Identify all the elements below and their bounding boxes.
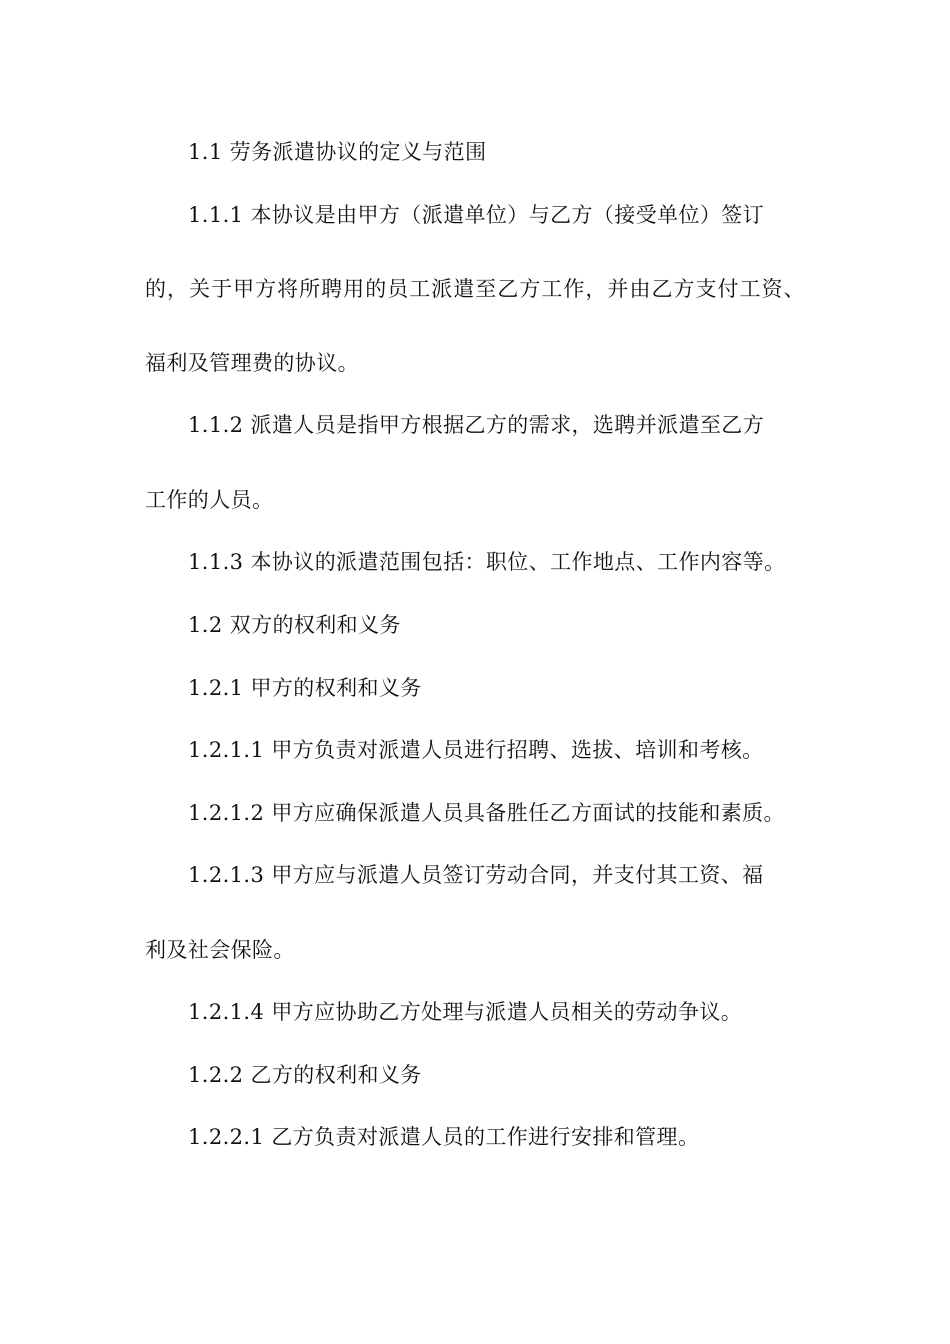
heading-1-1: 1.1 劳务派遣协议的定义与范围: [188, 140, 487, 164]
heading-1-2-2: 1.2.2 乙方的权利和义务: [188, 1063, 422, 1087]
paragraph-1-2-1-1: 1.2.1.1 甲方负责对派遣人员进行招聘、选拔、培训和考核。: [188, 738, 764, 762]
heading-1-2: 1.2 双方的权利和义务: [188, 613, 401, 637]
paragraph-1-1-3: 1.1.3 本协议的派遣范围包括：职位、工作地点、工作内容等。: [188, 550, 786, 574]
paragraph-1-1-1-line-3: 福利及管理费的协议。: [145, 351, 359, 375]
heading-1-2-1: 1.2.1 甲方的权利和义务: [188, 676, 422, 700]
paragraph-1-2-2-1: 1.2.2.1 乙方负责对派遣人员的工作进行安排和管理。: [188, 1125, 700, 1149]
paragraph-1-1-1-line-2: 的，关于甲方将所聘用的员工派遣至乙方工作，并由乙方支付工资、: [145, 277, 805, 301]
paragraph-1-2-1-2: 1.2.1.2 甲方应确保派遣人员具备胜任乙方面试的技能和素质。: [188, 801, 785, 825]
paragraph-1-2-1-3-line-1: 1.2.1.3 甲方应与派遣人员签订劳动合同，并支付其工资、福: [188, 863, 764, 887]
paragraph-1-2-1-3-line-2: 利及社会保险。: [145, 938, 295, 962]
paragraph-1-1-2-line-1: 1.1.2 派遣人员是指甲方根据乙方的需求，选聘并派遣至乙方: [188, 413, 765, 437]
paragraph-1-1-1-line-1: 1.1.1 本协议是由甲方（派遣单位）与乙方（接受单位）签订: [188, 203, 765, 227]
paragraph-1-2-1-4: 1.2.1.4 甲方应协助乙方处理与派遣人员相关的劳动争议。: [188, 1000, 743, 1024]
paragraph-1-1-2-line-2: 工作的人员。: [145, 488, 274, 512]
